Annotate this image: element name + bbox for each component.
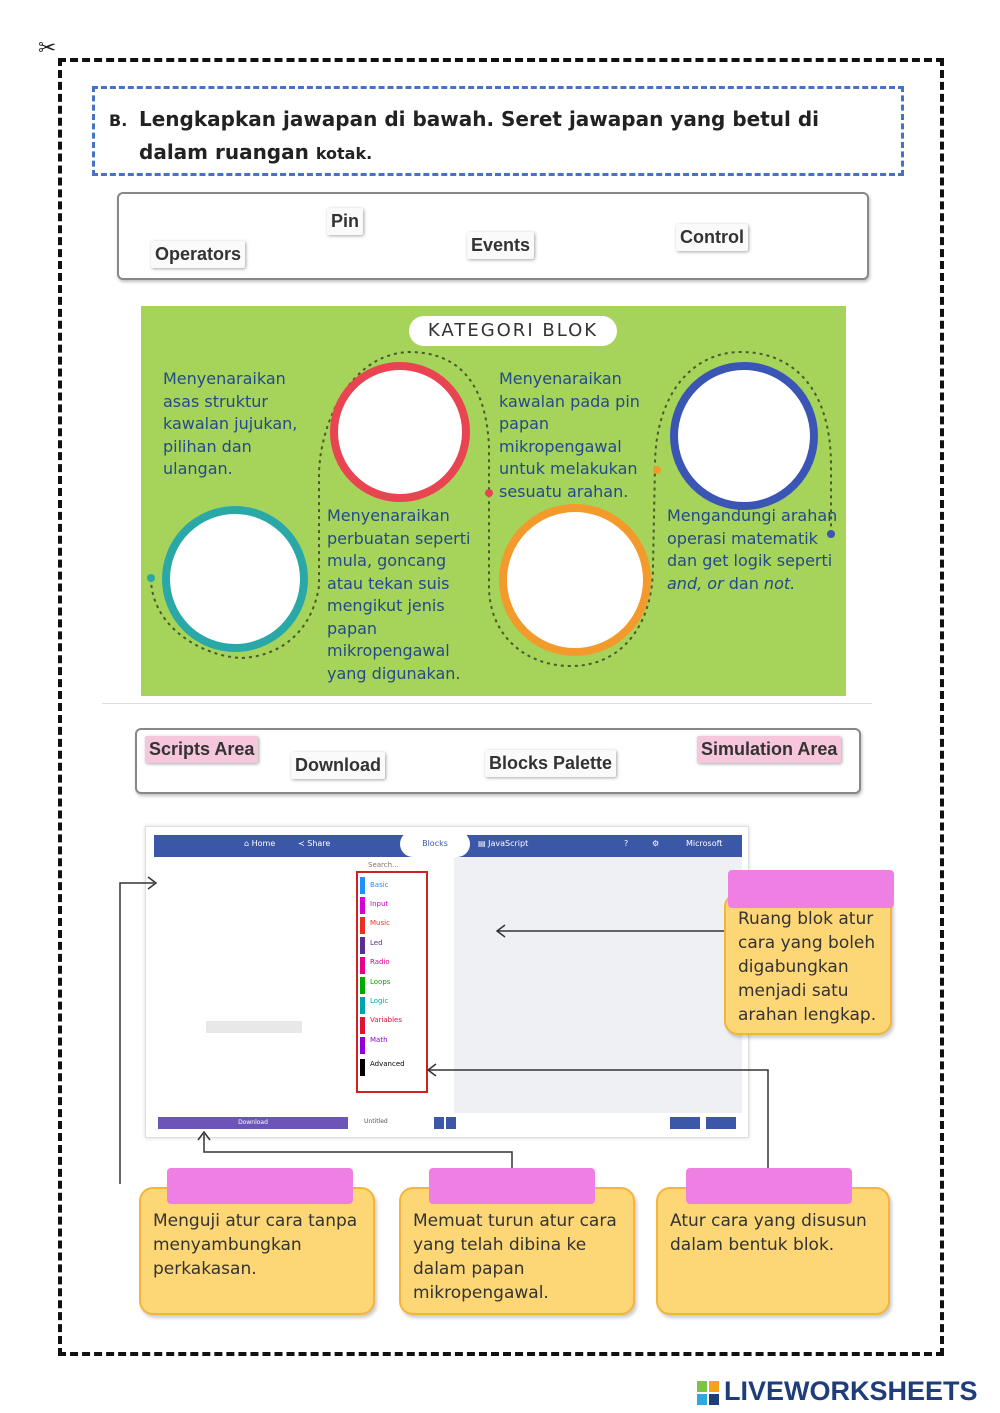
save-icon — [434, 1117, 444, 1129]
microsoft-brand: Microsoft — [686, 839, 723, 848]
question-box — [92, 86, 904, 176]
chip-blocks-palette[interactable]: Blocks Palette — [485, 750, 616, 777]
chip-pin[interactable]: Pin — [327, 208, 363, 235]
drop-label-download[interactable] — [429, 1168, 595, 1204]
undo-redo-buttons — [670, 1117, 700, 1129]
note-blocks-palette: Atur cara yang disusun dalam bentuk blok. — [656, 1187, 890, 1315]
desc-events: Menyenaraikan perbuatan seperti mula, goncang atau tekan suis mengikut jenis papan mikropengawal yang digunakan. — [327, 506, 471, 683]
liveworksheets-brand: LIVEWORKSHEETS — [724, 1376, 978, 1406]
chip-operators[interactable]: Operators — [151, 241, 245, 268]
chip-control[interactable]: Control — [676, 224, 748, 251]
zoom-buttons — [706, 1117, 736, 1129]
drop-circle-operators[interactable] — [670, 362, 818, 510]
note-simulation-area: Menguji atur cara tanpa menyambungkan perkakasan. — [139, 1187, 375, 1315]
drop-label-scripts[interactable] — [728, 870, 894, 908]
blocks-tab: Blocks — [400, 831, 470, 857]
question-end-text: kotak. — [315, 144, 373, 163]
answer-bank-bottom — [135, 728, 861, 794]
javascript-tab: ▤ JavaScript — [478, 839, 529, 848]
share-tab: ≺ Share — [298, 839, 331, 848]
makecode-editor-screenshot — [145, 826, 749, 1138]
note-download: Memuat turun atur cara yang telah dibina ke dalam papan mikropengawal. — [399, 1187, 635, 1315]
note-scripts-area: Ruang blok atur cara yang boleh digabungkan menjadi satu arahan lengkap. — [724, 893, 892, 1035]
red-dot — [485, 489, 493, 497]
chip-scripts-area[interactable]: Scripts Area — [145, 736, 258, 763]
question-text — [139, 103, 879, 170]
question-main-text: Lengkapkan jawapan di bawah. Seret jawapan yang betul di dalam ruangan — [139, 107, 820, 164]
drop-label-blocks[interactable] — [686, 1168, 852, 1204]
chip-simulation-area[interactable]: Simulation Area — [697, 736, 841, 763]
chip-events[interactable]: Events — [467, 232, 534, 259]
simulator-panel — [154, 857, 354, 1113]
help-icon: ? — [624, 839, 629, 848]
drop-circle-pin[interactable] — [162, 506, 308, 652]
scripts-workspace — [454, 857, 742, 1113]
settings-icon: ⚙ — [652, 839, 660, 848]
chip-download[interactable]: Download — [291, 752, 385, 779]
teal-dot — [147, 574, 155, 582]
question-letter: B. — [109, 111, 128, 130]
drop-circle-events[interactable] — [499, 504, 651, 656]
palette-search: Search... — [368, 861, 399, 869]
desc-pin: Menyenaraikan kawalan pada pin papan mikropengawal untuk melakukan sesuatu arahan. — [499, 369, 640, 501]
kategori-blok-panel — [141, 306, 846, 696]
drop-label-simulation[interactable] — [167, 1168, 353, 1204]
home-tab: ⌂ Home — [244, 839, 276, 848]
drop-circle-control[interactable] — [330, 362, 470, 502]
filename-field: Untitled — [364, 1118, 388, 1125]
simulator-controls — [206, 1021, 302, 1033]
github-icon — [446, 1117, 456, 1129]
desc-operators: Mengandungi arahan operasi matematik dan get logik seperti and, or dan not. — [667, 506, 838, 593]
desc-control: Menyenaraikan asas struktur kawalan jujukan, pilihan dan ulangan. — [163, 369, 298, 478]
answer-bank-top — [117, 192, 869, 280]
blocks-palette-highlight: Basic Input Music Led Radio Loops Logic Variables Math Advanced — [356, 871, 428, 1093]
section-divider — [102, 703, 872, 704]
download-bar: Download — [158, 1117, 348, 1129]
kategori-title: KATEGORI BLOK — [409, 316, 617, 346]
scissors-icon: ✂ — [38, 36, 57, 61]
liveworksheets-logo — [697, 1381, 719, 1405]
